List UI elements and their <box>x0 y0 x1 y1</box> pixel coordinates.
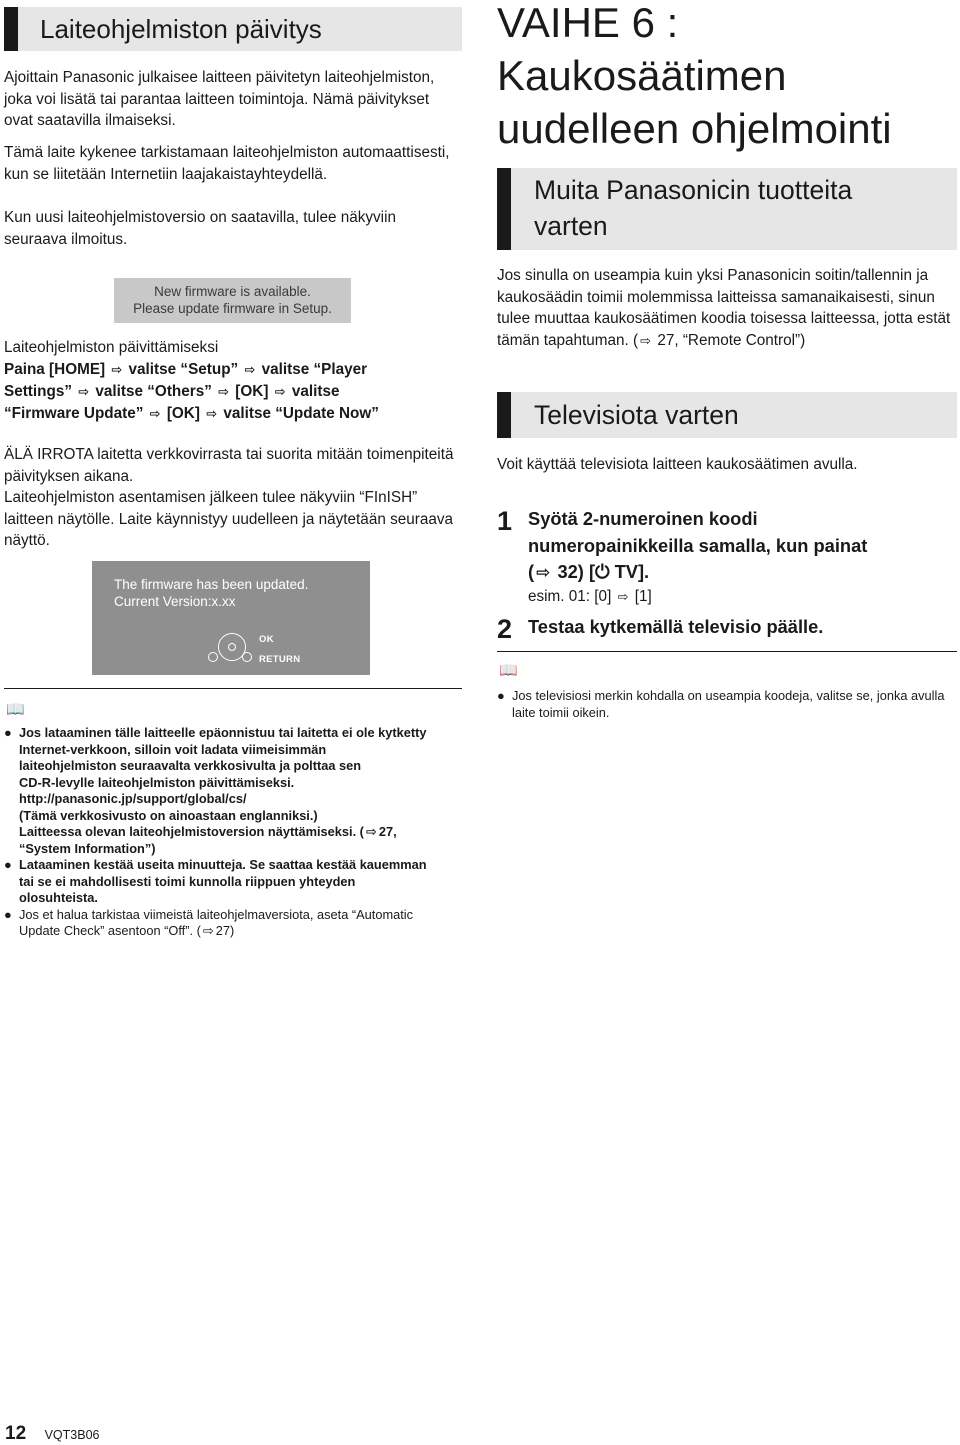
arrow-right-icon: ⇨ <box>640 332 652 348</box>
note-item <box>4 725 464 857</box>
arrow-right-icon: ⇨ <box>536 563 551 582</box>
other-products-text <box>497 265 957 351</box>
note-line: olosuhteista. <box>19 890 98 905</box>
procedure-title: Laiteohjelmiston päivittämiseksi <box>4 339 219 356</box>
note-line: tai se ei mahdollisesti toimi kunnolla riippuen yhteyden <box>19 873 356 889</box>
procedure-step: valitse “Setup” <box>128 360 239 378</box>
return-label: RETURN <box>259 654 301 665</box>
firmware-updated-screen <box>92 561 370 675</box>
tv-notes-list <box>497 688 952 721</box>
title-line: uudelleen ohjelmointi <box>497 105 892 152</box>
procedure-step: valitse “Update Now” <box>223 404 379 422</box>
heading-bar <box>497 392 511 438</box>
note-line: “System Information”) <box>19 840 156 856</box>
firmware-available-message <box>114 278 351 323</box>
page-footer <box>5 1423 99 1445</box>
title-line: VAIHE 6 : <box>497 0 679 46</box>
note-text: Jos televisiosi merkin kohdalla on useampia koodeja, valitse se, jonka avulla laite toimii oikein. <box>512 688 945 720</box>
section-heading-text: Muita Panasonicin tuotteita <box>534 175 853 205</box>
note-line: CD-R-levylle laiteohjelmiston päivittämiseksi. <box>19 774 295 790</box>
step-text: ( <box>528 561 535 582</box>
bullet-icon: ● <box>4 906 12 922</box>
step-2 <box>497 614 957 644</box>
tv-text: Voit käyttää televisiota laitteen kaukosäätimen avulla. <box>497 456 858 473</box>
title-line: Kaukosäätimen <box>497 52 787 99</box>
body-text: 27, “Remote Control”) <box>657 331 806 349</box>
arrow-right-icon: ⇨ <box>149 405 161 421</box>
note-line: Jos lataaminen tälle laitteelle epäonnistuu tai laitetta ei ole kytketty <box>19 725 427 740</box>
step-example <box>528 587 957 607</box>
screen-line-2: Current Version:x.xx <box>114 594 236 609</box>
procedure-step: valitse <box>291 382 340 400</box>
note-line: Lataaminen kestää useita minuutteja. Se saattaa kestää kauemman <box>19 857 427 872</box>
page-number: 12 <box>5 1423 27 1444</box>
section-heading-text: Televisiota varten <box>534 400 739 430</box>
note-text: Laitteessa olevan laiteohjelmistoversion näyttämiseksi. ( <box>19 824 364 839</box>
intro-paragraph-2: Tämä laite kykenee tarkistamaan laiteohjelmiston automaattisesti, kun se liitetään Internetiin laajakaistayhteydellä. <box>4 144 450 183</box>
power-icon: ⏻ <box>595 561 610 582</box>
section-heading-firmware <box>4 7 462 51</box>
message-line-1: New firmware is available. <box>154 284 311 299</box>
note-item <box>4 857 464 907</box>
notes-divider <box>4 688 462 689</box>
ok-label: OK <box>259 634 274 645</box>
procedure-step: valitse “Player <box>261 360 368 378</box>
document-code: VQT3B06 <box>44 1428 100 1442</box>
intro-paragraph-3: Kun uusi laiteohjelmistoversio on saatavilla, tulee näkyviin seuraava ilmoitus. <box>4 209 396 248</box>
note-text: Update Check” asentoon “Off”. ( <box>19 923 201 938</box>
note-item <box>4 907 464 940</box>
arrow-right-icon: ⇨ <box>206 405 218 421</box>
example-text: esim. 01: [0] <box>528 587 612 605</box>
arrow-right-icon: ⇨ <box>202 923 214 938</box>
page-title <box>497 0 957 155</box>
notes-divider <box>497 651 957 652</box>
screen-line-1: The firmware has been updated. <box>114 577 309 592</box>
book-icon: 📖 <box>499 662 518 679</box>
step-number: 2 <box>497 614 513 644</box>
arrow-right-icon: ⇨ <box>111 361 123 377</box>
procedure-steps <box>4 359 462 425</box>
note-line: Internet-verkkoon, silloin voit ladata viimeisimmän <box>19 741 327 757</box>
notes-list <box>4 725 464 940</box>
step-line <box>528 559 957 587</box>
note-line <box>19 923 464 940</box>
procedure-step: valitse “Others” <box>95 382 212 400</box>
step-text <box>528 506 957 607</box>
step-text: 32) [ <box>557 561 596 582</box>
step-number: 1 <box>497 506 513 536</box>
step-text: Testaa kytkemällä televisio päälle. <box>528 616 824 637</box>
return-button-icon <box>208 652 218 662</box>
note-text: 27, <box>378 824 397 839</box>
note-line: (Tämä verkkosivusto on ainoastaan englanniksi.) <box>19 807 318 823</box>
after-install-text: Laiteohjelmiston asentamisen jälkeen tulee näkyviin “FInISH” laitteen näytölle. Laite käynnistyy uudelleen ja näytetään seuraava näyttö. <box>4 489 454 549</box>
note-text: 27) <box>215 923 235 938</box>
step-text: TV]. <box>609 561 650 582</box>
arrow-right-icon: ⇨ <box>617 588 629 604</box>
procedure-step: Paina [HOME] <box>4 360 106 378</box>
procedure-step: “Firmware Update” <box>4 404 144 422</box>
support-url[interactable]: http://panasonic.jp/support/global/cs/ <box>19 791 247 806</box>
arrow-right-icon: ⇨ <box>274 383 286 399</box>
step-line: Syötä 2-numeroinen koodi <box>528 508 758 529</box>
arrow-right-icon: ⇨ <box>244 361 256 377</box>
bullet-icon: ● <box>4 725 12 740</box>
procedure-step: [OK] <box>235 382 269 400</box>
note-line: Jos et halua tarkistaa viimeistä laiteohjelmaversiota, aseta “Automatic <box>19 906 414 922</box>
body-text: Jos sinulla on useampia kuin yksi Panasonicin soitin/tallennin ja kaukosäädin toimii molemmissa laitteissa samanaikaisesti, sinun tulee muuttaa kaukosäätimen koodia toisessa laitteessa, jotta estät tämän tapahtuman. ( <box>497 267 951 349</box>
heading-bar <box>4 7 18 51</box>
intro-paragraph-1: Ajoittain Panasonic julkaisee laitteen päivitetyn laiteohjelmiston, joka voi lisätä tai parantaa laitteen toimintoja. Nämä päivitykset ovat saatavilla ilmaiseksi. <box>4 69 435 129</box>
warning-text: ÄLÄ IRROTA laitetta verkkovirrasta tai suorita mitään toimenpiteitä päivityksen aikana. <box>4 446 454 485</box>
message-line-2: Please update firmware in Setup. <box>133 300 332 316</box>
arrow-right-icon: ⇨ <box>365 824 377 839</box>
bullet-icon: ● <box>497 688 505 703</box>
note-item <box>497 688 952 721</box>
heading-bar <box>497 168 511 250</box>
option-button-icon <box>242 652 252 662</box>
section-heading-text: varten <box>534 211 608 241</box>
arrow-right-icon: ⇨ <box>78 383 90 399</box>
section-heading-tv <box>497 392 957 438</box>
bullet-icon: ● <box>4 857 12 872</box>
example-text: [1] <box>634 587 652 605</box>
procedure-step: [OK] <box>166 404 200 422</box>
note-line <box>19 824 464 841</box>
section-heading-other-products <box>497 168 957 250</box>
step-1 <box>497 506 957 607</box>
arrow-right-icon: ⇨ <box>218 383 230 399</box>
book-icon: 📖 <box>6 701 25 718</box>
note-line: laiteohjelmiston seuraavalta verkkosivulta ja polttaa sen <box>19 758 362 773</box>
step-line: numeropainikkeilla samalla, kun painat <box>528 534 868 556</box>
section-heading-text: Laiteohjelmiston päivitys <box>40 14 322 44</box>
procedure-step: Settings” <box>4 382 72 400</box>
